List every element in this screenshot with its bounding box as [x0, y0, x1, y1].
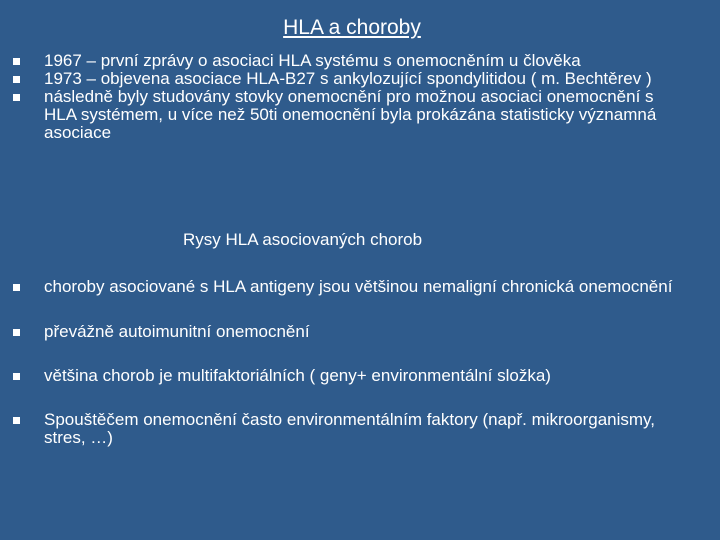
- list-item: [10, 411, 690, 447]
- list-item: [10, 367, 690, 385]
- square-bullet-icon: [13, 373, 20, 380]
- square-bullet-icon: [13, 329, 20, 336]
- square-bullet-icon: [13, 76, 20, 83]
- list-item-text: Spouštěčem onemocnění často environmentálním faktory (např. mikroorganismy, stres, …): [44, 410, 656, 447]
- square-bullet-icon: [13, 284, 20, 291]
- square-bullet-icon: [13, 94, 20, 101]
- list-item-text: choroby asociované s HLA antigeny jsou většinou nemaligní chronická onemocnění: [44, 277, 673, 296]
- section-subheading: Rysy HLA asociovaných chorob: [183, 230, 423, 249]
- list-item-text: většina chorob je multifaktoriálních ( geny+ environmentální složka): [44, 366, 551, 385]
- list-item: [10, 70, 690, 88]
- list-item-text: následně byly studovány stovky onemocnění pro možnou asociaci onemocnění s HLA systémem, u více než 50ti onemocnění byla prokázána statisticky významná asociace: [44, 87, 657, 142]
- square-bullet-icon: [13, 417, 20, 424]
- list-item: [10, 323, 690, 341]
- list-item: [10, 52, 690, 70]
- list-item-text: převážně autoimunitní onemocnění: [44, 322, 310, 341]
- square-bullet-icon: [13, 58, 20, 65]
- list-item-text: 1973 – objevena asociace HLA-B27 s ankylozující spondylitidou ( m. Bechtěrev ): [44, 69, 652, 88]
- history-list: [10, 52, 690, 142]
- list-item: [10, 278, 690, 296]
- list-item-text: 1967 – první zprávy o asociaci HLA systému s onemocněním u člověka: [44, 51, 581, 70]
- slide-title: HLA a choroby: [283, 16, 421, 39]
- features-list: [10, 278, 690, 474]
- list-item: [10, 88, 690, 142]
